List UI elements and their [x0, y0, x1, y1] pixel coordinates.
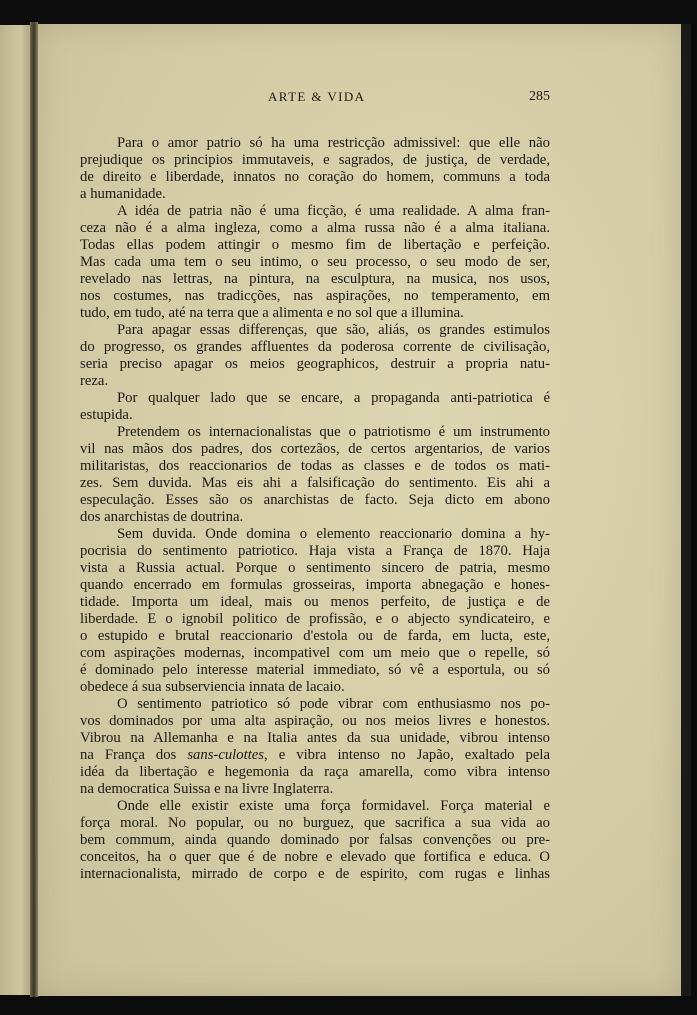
- text-line: com aspirações modernas, incompativel com um meio que o repelle, só: [80, 645, 550, 661]
- text-line: do progresso, os grandes affluentes da poderosa corrente de civilisação,: [80, 339, 550, 355]
- text-line: Mas cada uma tem o seu intimo, o seu processo, o seu modo de ser,: [80, 254, 550, 270]
- text-line: conceitos, ha o quer que é de nobre e elevado que fortifica e educa. O: [80, 849, 550, 865]
- text-line: reza.: [80, 373, 109, 389]
- text-line: militaristas, dos reaccionarios de todas as classes e de todos os mati-: [80, 458, 550, 474]
- text-line: Vibrou na Allemanha e na Italia antes da sua unidade, vibrou intenso: [80, 730, 550, 746]
- text-line: quando encerrado em formulas grosseiras, importa abnegação e hones-: [80, 577, 550, 593]
- text-line: seria preciso apagar os meios geographicos, destruir a propria natu-: [80, 356, 550, 372]
- text-line: Sem duvida. Onde domina o elemento reaccionario domina a hy-: [117, 526, 550, 542]
- running-title: ARTE & VIDA: [268, 89, 366, 104]
- text-line: tudo, em tudo, até na terra que a alimenta e no sol que a illumina.: [80, 305, 464, 321]
- text-line: dos anarchistas de doutrina.: [80, 509, 244, 525]
- text-line: O sentimento patriotico só pode vibrar com enthusiasmo nos po-: [117, 696, 550, 712]
- text-line: Para apagar essas differenças, que são, aliás, os grandes estimulos: [117, 322, 550, 338]
- text-line: estupida.: [80, 407, 133, 423]
- text-line: liberdade. E o ignobil politico de profissão, e o abjecto syndicateiro, e: [80, 611, 550, 627]
- text-line: internacionalista, mirrado de corpo e de espirito, com rugas e linhas: [80, 866, 550, 882]
- text-line: Para o amor patrio só ha uma restricção admissivel: que elle não: [117, 135, 550, 151]
- text-line: Onde elle existir existe uma força formidavel. Força material e: [117, 798, 550, 814]
- text-line: bem commum, ainda quando dominado por falsas convenções ou pre-: [80, 832, 550, 848]
- text-line: A idéa de patria não é uma ficção, é uma realidade. A alma fran-: [117, 203, 550, 219]
- text-line: na França dos sans-culottes, e vibra intenso no Japão, exaltado pela: [80, 747, 550, 763]
- text-line: idéa da libertação e hegemonia da raça amarella, como vibra intenso: [80, 764, 550, 780]
- text-line: é dominado pelo interesse material immediato, só vê a esportula, ou só: [80, 662, 550, 678]
- text-line: força moral. No popular, ou no burguez, que sacrifica a sua vida ao: [80, 815, 550, 831]
- page-right-edge: [681, 24, 691, 996]
- text-line: o estupido e brutal reaccionario d'estola ou de farda, em lucta, este,: [80, 628, 550, 644]
- text-line: vil nas mãos dos padres, dos cortezãos, de certos argentarios, de varios: [80, 441, 550, 457]
- text-line: de direito e liberdade, innatos no coração do homem, communs a toda: [80, 169, 550, 185]
- body-text: [80, 135, 550, 883]
- text-line: obedece á sua subserviencia innata de lacaio.: [80, 679, 345, 695]
- text-line: tidade. Importa um ideal, mais ou menos perfeito, de justiça e de: [80, 594, 550, 610]
- text-line: Pretendem os internacionalistas que o patriotismo é um instrumento: [117, 424, 550, 440]
- text-line: vista a Russia actual. Porque o sentimento sincero de patria, mesmo: [80, 560, 550, 576]
- text-line: zes. Sem duvida. Mas eis ahi a falsificação do sentimento. Eis ahi a: [80, 475, 550, 491]
- text-line: Por qualquer lado que se encare, a propaganda anti-patriotica é: [117, 390, 550, 406]
- text-line: prejudique os principios immutaveis, e sagrados, de justiça, de verdade,: [80, 152, 550, 168]
- page-number: 285: [529, 89, 550, 104]
- text-line: especulação. Esses são os anarchistas de facto. Seja dicto em abono: [80, 492, 550, 508]
- facing-page-edge: [0, 25, 34, 995]
- book-gutter: [30, 22, 38, 997]
- text-line: Todas ellas podem attingir o mesmo fim de libertação e perfeição.: [80, 237, 550, 253]
- text-line: ceza não é a alma ingleza, como a alma russa não é a alma italiana.: [80, 220, 550, 236]
- text-line: pocrisia do sentimento patriotico. Haja vista a França de 1870. Haja: [80, 543, 550, 559]
- text-line: nos costumes, nas tradicções, nas aspirações, no temperamento, em: [80, 288, 550, 304]
- italic-term: sans-culottes: [187, 747, 265, 763]
- text-line: revelado nas lettras, na pintura, na esculptura, na musica, nos usos,: [80, 271, 550, 287]
- text-line: na democratica Suissa e na livre Inglaterra.: [80, 781, 334, 797]
- text-line: a humanidade.: [80, 186, 166, 202]
- text-line: vos dominados por uma alta aspiração, ou nos meios livres e honestos.: [80, 713, 550, 729]
